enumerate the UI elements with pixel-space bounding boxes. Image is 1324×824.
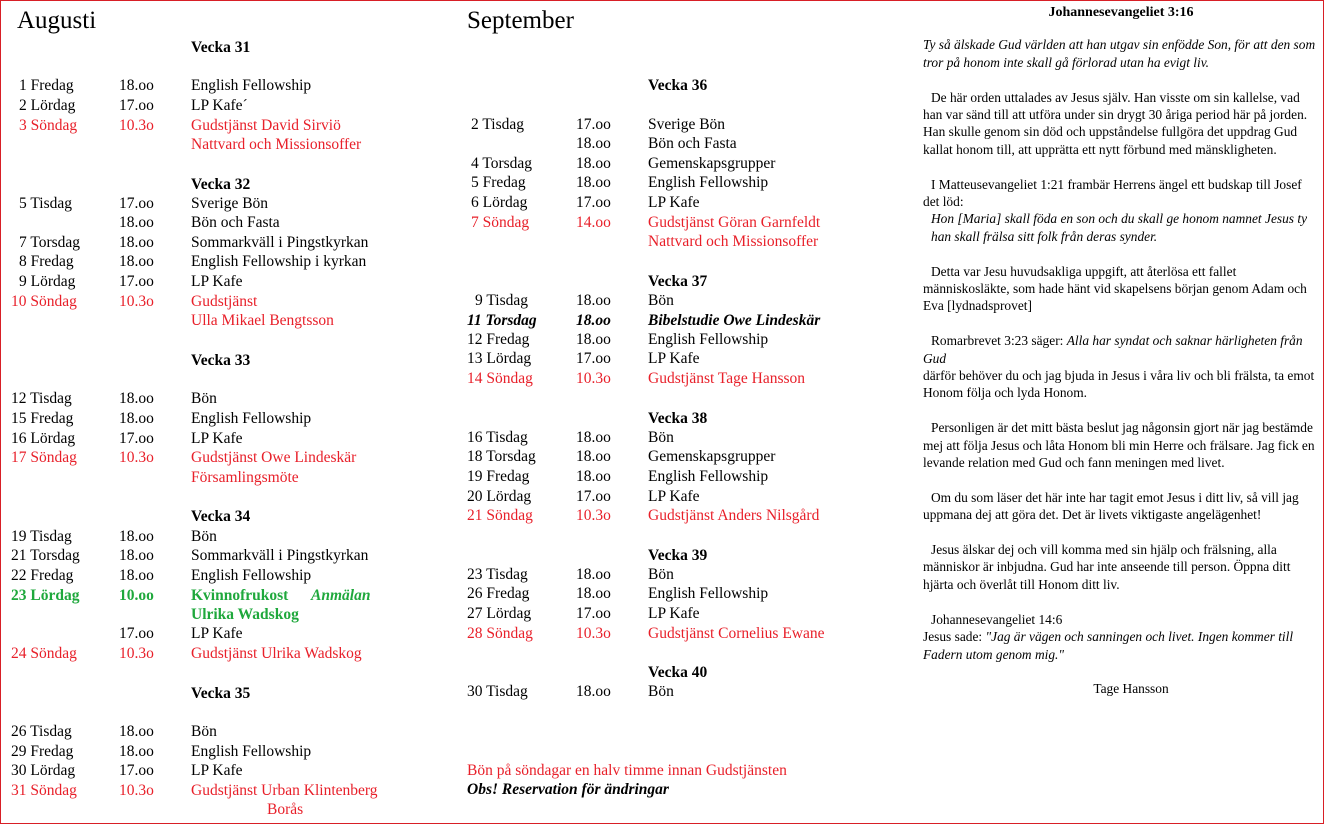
devotional-text — [923, 1, 1319, 698]
paragraph: I Matteusevangeliet 1:21 frambär Herrens ängel ett budskap till Josef det löd: Hon [Maria] skall föda en son och du skall ge honom namnet Jesus ty han skall frälsa sitt folk från deras synder. — [923, 176, 1308, 244]
week-heading: Vecka 35 — [191, 685, 251, 702]
paragraph: Om du som läser det här inte har tagit emot Jesus i ditt liv, så vill jag uppmana dej att göra det. Det är livets viktigaste angelägenhet! — [923, 489, 1299, 523]
week-heading: Vecka 36 — [648, 77, 708, 94]
prayer-note: Bön på söndagar en halv timme innan Gudstjänsten — [467, 762, 787, 779]
week-heading: Vecka 37 — [648, 273, 708, 290]
month-title-august: Augusti — [17, 7, 97, 34]
paragraph: Romarbrevet 3:23 säger: Alla har syndat och saknar härligheten från Gud därför behöver du och jag bjuda in Jesus i våra liv och bli frälsta, ta emot Honom följa och lyda Honom. — [923, 333, 1315, 401]
week-heading: Vecka 32 — [191, 176, 251, 193]
paragraph: Jesus älskar dej och vill komma med sin hjälp och frälsning, alla människor är inbjudna. Gud har inte anseende till person. Öppna ditt hjärta och överlåt till Honom ditt liv. — [923, 542, 1291, 592]
paragraph: De här orden uttalades av Jesus själv. Han visste om sin kallelse, vad han var sänd till att utföra under sin drygt 30 åriga period här på jorden. Han skulle genom sin död och uppståndelse fullgöra det uppdrag Gud kallat honom till, att upprätta ett nytt förbund med mänskligheten. — [923, 89, 1308, 157]
paragraph: Detta var Jesu huvudsakliga uppgift, att återlösa ett fallet människosläkte, som hade hänt vid skapelsens början genom Adam och Eva [lydnadsprovet] — [923, 263, 1307, 314]
week-heading: Vecka 39 — [648, 547, 708, 564]
week-heading: Vecka 40 — [648, 664, 708, 681]
week-heading: Vecka 34 — [191, 508, 251, 525]
week-heading: Vecka 33 — [191, 352, 251, 369]
church-calendar-page: Augusti Vecka 31 Vecka 32 Vecka 33 Vecka 34 Vecka 35 1 Fredag 18.oo English Fellowship 2 Lördag 17.oo LP Kafe´ 3 Söndag 10.3o Gudstjänst David Sirviö Nattvard och Missionsoffer 5 Tisdag 17.oo Sverige Bön 18.oo Bön och Fasta 7 Torsdag 18.oo Sommarkväll i Pingstkyrkan 8 Fredag 18.oo English Fellowship i kyrkan 9 Lördag 17.oo LP Kafe 10 Söndag 10.3o Gudstjänst Ulla Mikael Bengtsson 12 Tisdag 18.oo Bön 15 Fredag 18.oo English Fellowship 16 Lördag 17.oo LP Kafe 17 Söndag 10.3o Gudstjänst Owe Lindeskär Församlingsmöte 19 Tisdag 18.oo Bön 21 Torsdag 18.oo Sommarkväll i Pingstkyrkan 22 Fredag 18.oo English Fellowship 23 Lördag 10.oo Kvinnofrukost Anmälan Ulrika Wadskog 17.oo LP Kafe 24 Söndag 10.3o Gudstjänst Ulrika Wadskog 26 Tisdag 18.oo Bön 29 Fredag 18.oo English Fellowship 30 Lördag 17.oo LP Kafe 31 Söndag 10.3o Gudstjänst Urban Klintenberg Borås September Vecka 36 Vecka 37 Vecka 38 Vecka 39 Vecka 40 2 Tisdag 17.oo Sverige Bön 18.oo Bön och Fasta 4 Torsdag 18.oo Gemenskapsgrupper 5 Fredag 18.oo English Fellowship 6 Lördag 17.oo LP Kafe 7 Söndag 14.oo Gudstjänst Göran Garnfeldt Nattvard och Missionsoffer 9 Tisdag 18.oo Bön 11 Torsdag 18.oo Bibelstudie Owe Lindeskär 12 Fredag 18.oo English Fellowship 13 Lördag 17.oo LP Kafe 14 Söndag 10.3o Gudstjänst Tage Hansson 16 Tisdag 18.oo Bön 18 Torsdag 18.oo Gemenskapsgrupper 19 Fredag 18.oo English Fellowship 20 Lördag 17.oo LP Kafe 21 Söndag 10.3o Gudstjänst Anders Nilsgård 23 Tisdag 18.oo Bön 26 Fredag 18.oo English Fellowship 27 Lördag 17.oo LP Kafe 28 Söndag 10.3o Gudstjänst Cornelius Ewane 30 Tisdag 18.oo Bön Bön på söndagar en halv timme innan Gudstjänsten Obs! Reservation för ändringar Johannesevangeliet 3:16 Ty så älskade Gud världen att han utgav sin enfödde Son, för att den som tror på honom inte skall gå förlorad utan ha evigt liv. De här orden uttalades av Jesus själv. Han visste om sin kallelse, vad han var sänd till att utföra under sin drygt 30 åriga period här på jorden. Han skulle genom sin död och uppståndelse fullgöra det uppdrag Gud kallat honom till, att upprätta ett nytt förbund med mänskligheten. I Matteusevangeliet 1:21 frambär Herrens ängel ett budskap till Josef det löd: Hon [Maria] skall föda en son och du skall ge honom namnet Jesus ty han skall frälsa sitt folk från deras synder. Detta var Jesu huvudsakliga uppgift, att återlösa ett fallet människosläkte, som hade hänt vid skapelsens början genom Adam och Eva [lydnadsprovet] Romarbrevet 3:23 säger: Alla har syndat och saknar härligheten från Gud därför behöver du och jag bjuda in Jesus i våra liv och bli frälsta, ta emot Honom följa och lyda Honom. Personligen är det mitt bästa beslut jag någonsin gjort när jag bestämde mej att följa Jesus och låta Honom bli min Herre och frälsare. Jag fick en levande relation med Gud och fann meningen med livet. Om du som läser det här inte har tagit emot Jesus i ditt liv, så vill jag uppmana dej att göra det. Det är livets viktigaste angelägenhet! Jesus älskar dej och vill komma med sin hjälp och frälsning, alla människor är inbjudna. Gud har inte anseende till person. Öppna ditt hjärta och överlåt till Honom ditt liv. Johannesevangeliet 14:6 Jesus sade: "Jag är vägen och sanningen och livet. Ingen kommer till Fadern utom genom mig." Tage Hansson — [0, 0, 1324, 824]
reservation-note: Obs! Reservation för ändringar — [467, 781, 669, 798]
signature: Tage Hansson — [1093, 681, 1169, 697]
paragraph: Johannesevangeliet 14:6 Jesus sade: "Jag är vägen och sanningen och livet. Ingen kommer till Fadern utom genom mig." — [923, 611, 1294, 662]
devotional-title: Johannesevangeliet 3:16 — [1048, 5, 1194, 20]
verse-quote: Ty så älskade Gud världen att han utgav sin enfödde Son, för att den som tror på honom inte skall gå förlorad utan ha evigt liv. — [923, 37, 1316, 70]
month-title-september: September — [467, 7, 574, 34]
paragraph: Personligen är det mitt bästa beslut jag någonsin gjort när jag bestämde mej att följa Jesus och låta Honom bli min Herre och frälsare. Jag fick en levande relation med Gud och fann meningen med livet. — [923, 420, 1315, 471]
week-heading: Vecka 31 — [191, 39, 251, 56]
week-heading: Vecka 38 — [648, 410, 708, 427]
